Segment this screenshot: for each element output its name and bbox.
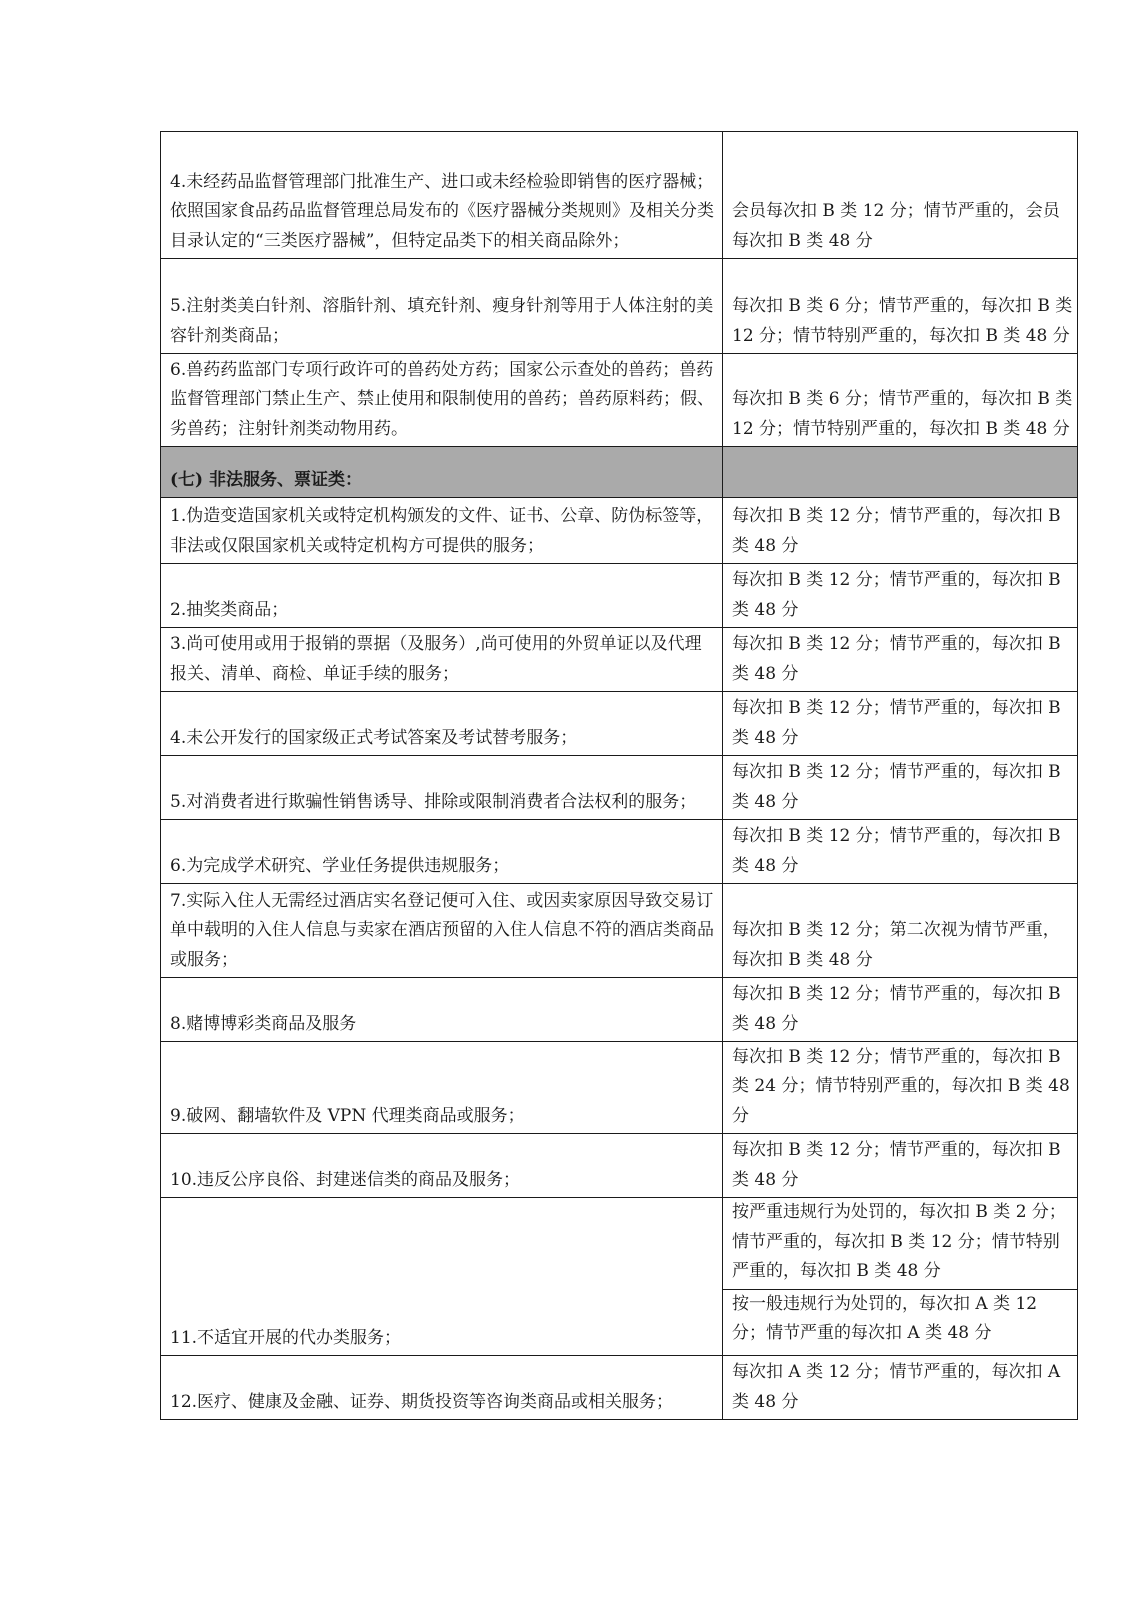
violation-cell: 11.不适宜开展的代办类服务； — [161, 1198, 723, 1356]
table-row — [161, 820, 1078, 884]
penalty-table — [160, 131, 1078, 1420]
table-row — [161, 132, 1078, 259]
violation-cell: 2.抽奖类商品； — [161, 564, 723, 628]
violation-cell: 1.伪造变造国家机关或特定机构颁发的文件、证书、公章、防伪标签等，非法或仅限国家机关或特定机构方可提供的服务； — [161, 498, 723, 564]
violation-cell: 10.违反公序良俗、封建迷信类的商品及服务； — [161, 1134, 723, 1198]
violation-cell: 4.未公开发行的国家级正式考试答案及考试替考服务； — [161, 692, 723, 756]
penalty-cell-split — [723, 1198, 1078, 1356]
table-row — [161, 1134, 1078, 1198]
violation-cell: 6.为完成学术研究、学业任务提供违规服务； — [161, 820, 723, 884]
table-row — [161, 884, 1078, 978]
penalty-cell: 每次扣 A 类 12 分；情节严重的，每次扣 A 类 48 分 — [723, 1356, 1078, 1420]
table-row — [161, 756, 1078, 820]
penalty-cell: 每次扣 B 类 12 分；情节严重的，每次扣 B 类 48 分 — [723, 692, 1078, 756]
violation-cell: 6.兽药药监部门专项行政许可的兽药处方药；国家公示查处的兽药；兽药监督管理部门禁止生产、禁止使用和限制使用的兽药；兽药原料药；假、劣兽药；注射针剂类动物用药。 — [161, 354, 723, 447]
penalty-cell: 每次扣 B 类 12 分；情节严重的，每次扣 B 类 48 分 — [723, 564, 1078, 628]
table-row — [161, 354, 1078, 447]
violation-cell: 9.破网、翻墙软件及 VPN 代理类商品或服务； — [161, 1042, 723, 1134]
violation-cell: 5.对消费者进行欺骗性销售诱导、排除或限制消费者合法权利的服务； — [161, 756, 723, 820]
penalty-cell: 每次扣 B 类 6 分；情节严重的，每次扣 B 类 12 分；情节特别严重的，每次扣 B 类 48 分 — [723, 259, 1078, 354]
penalty-cell: 每次扣 B 类 12 分；第二次视为情节严重，每次扣 B 类 48 分 — [723, 884, 1078, 978]
violation-cell: 8.赌博博彩类商品及服务 — [161, 978, 723, 1042]
table-row — [161, 1198, 1078, 1356]
table-row — [161, 1356, 1078, 1420]
violation-cell: 3.尚可使用或用于报销的票据（及服务）,尚可使用的外贸单证以及代理报关、清单、商检、单证手续的服务； — [161, 628, 723, 692]
penalty-cell: 每次扣 B 类 12 分；情节严重的，每次扣 B 类 48 分 — [723, 1134, 1078, 1198]
penalty-cell: 每次扣 B 类 12 分；情节严重的，每次扣 B 类 48 分 — [723, 498, 1078, 564]
penalty-cell: 每次扣 B 类 12 分；情节严重的，每次扣 B 类 48 分 — [723, 820, 1078, 884]
penalty-cell: 每次扣 B 类 6 分；情节严重的，每次扣 B 类 12 分；情节特别严重的，每次扣 B 类 48 分 — [723, 354, 1078, 447]
section-header-row — [161, 447, 1078, 498]
table-row — [161, 564, 1078, 628]
penalty-general: 按一般违规行为处罚的，每次扣 A 类 12 分；情节严重的每次扣 A 类 48 分 — [732, 1293, 1038, 1343]
penalty-cell: 每次扣 B 类 12 分；情节严重的，每次扣 B 类 48 分 — [723, 978, 1078, 1042]
violation-cell: 5.注射类美白针剂、溶脂针剂、填充针剂、瘦身针剂等用于人体注射的美容针剂类商品； — [161, 259, 723, 354]
section-title: (七) 非法服务、票证类： — [161, 447, 723, 498]
penalty-cell: 每次扣 B 类 12 分；情节严重的，每次扣 B 类 24 分；情节特别严重的，每次扣 B 类 48 分 — [723, 1042, 1078, 1134]
table-row — [161, 692, 1078, 756]
section-empty-cell — [723, 447, 1078, 498]
violation-cell: 7.实际入住人无需经过酒店实名登记便可入住、或因卖家原因导致交易订单中载明的入住人信息与卖家在酒店预留的入住人信息不符的酒店类商品或服务； — [161, 884, 723, 978]
table-row — [161, 628, 1078, 692]
table-row — [161, 498, 1078, 564]
table-row — [161, 259, 1078, 354]
table-row — [161, 1042, 1078, 1134]
violation-cell: 4.未经药品监督管理部门批准生产、进口或未经检验即销售的医疗器械；依照国家食品药品监督管理总局发布的《医疗器械分类规则》及相关分类目录认定的“三类医疗器械”，但特定品类下的相关商品除外； — [161, 132, 723, 259]
penalty-serious: 按严重违规行为处罚的，每次扣 B 类 2 分；情节严重的，每次扣 B 类 12 分；情节特别严重的，每次扣 B 类 48 分 — [723, 1198, 1077, 1290]
penalty-cell: 每次扣 B 类 12 分；情节严重的，每次扣 B 类 48 分 — [723, 756, 1078, 820]
table-row — [161, 978, 1078, 1042]
penalty-cell: 会员每次扣 B 类 12 分；情节严重的，会员每次扣 B 类 48 分 — [723, 132, 1078, 259]
violation-cell: 12.医疗、健康及金融、证券、期货投资等咨询类商品或相关服务； — [161, 1356, 723, 1420]
penalty-cell: 每次扣 B 类 12 分；情节严重的，每次扣 B 类 48 分 — [723, 628, 1078, 692]
